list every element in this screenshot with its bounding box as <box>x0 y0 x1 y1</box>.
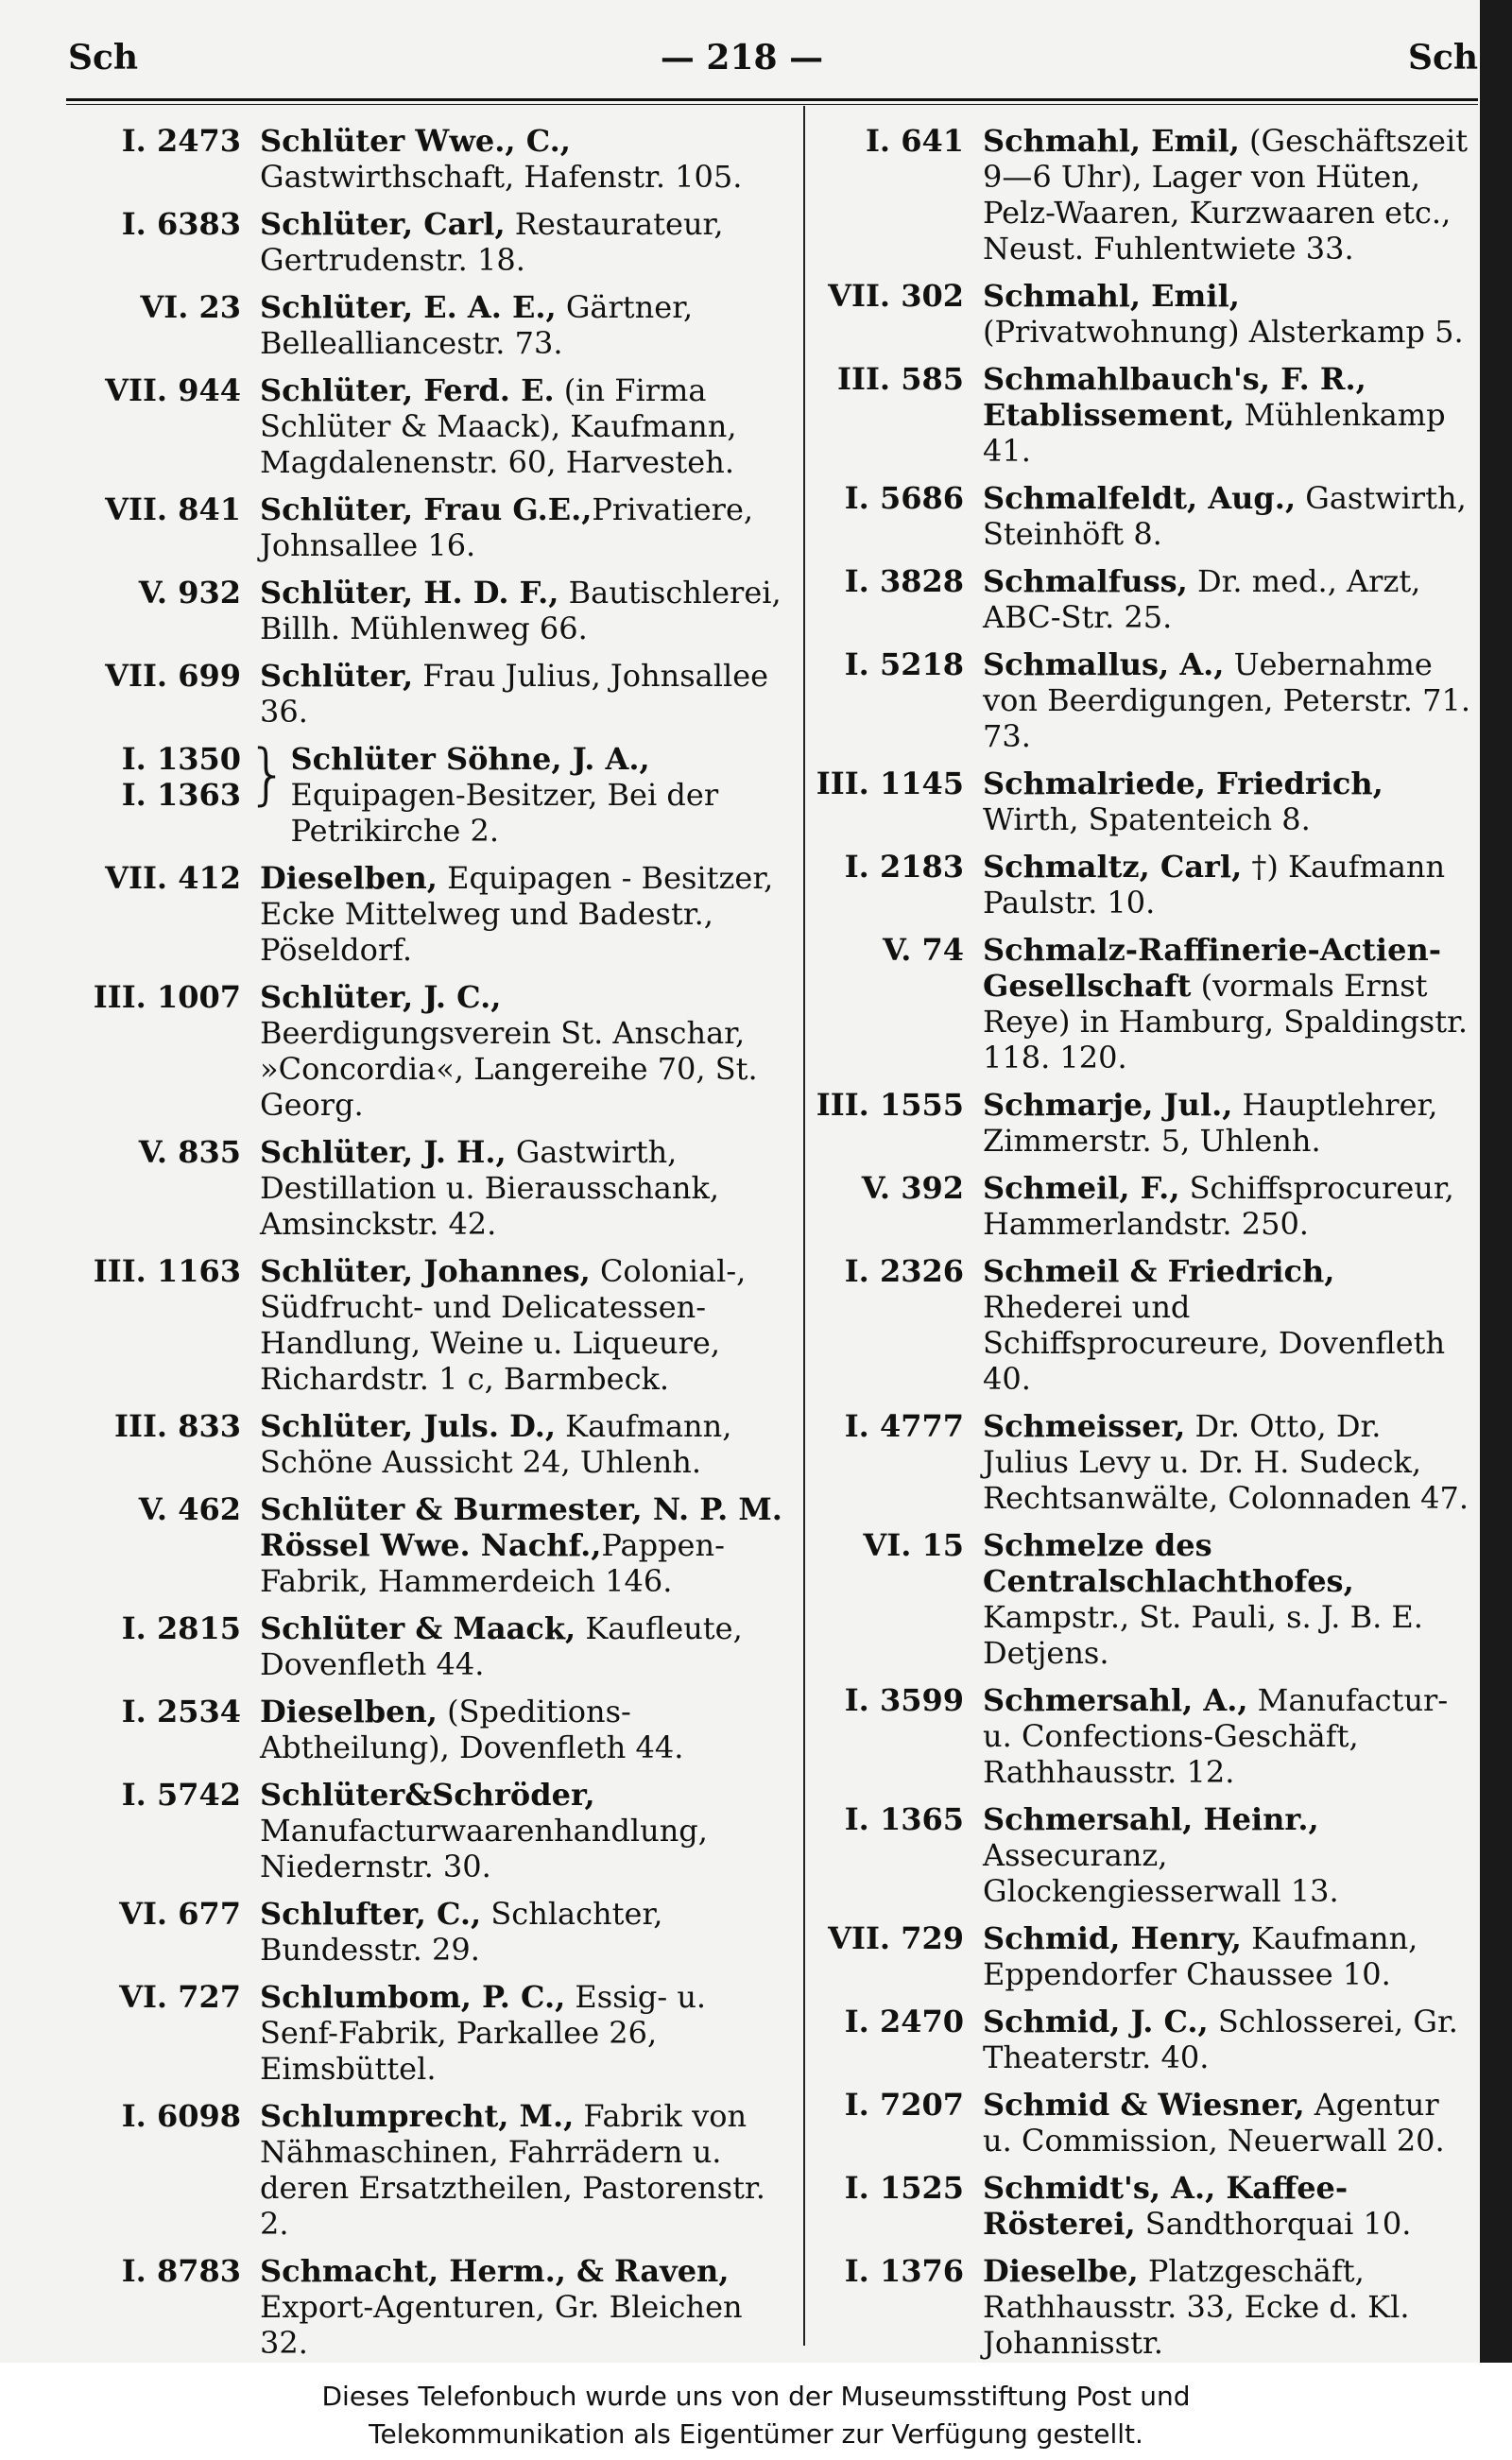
directory-entry <box>57 1694 794 1765</box>
entry-detail: Schlachter, Bundesstr. 29. <box>260 1896 663 1968</box>
entry-text <box>983 1170 1474 1242</box>
directory-entry <box>57 1979 794 2087</box>
footer-notice <box>0 2368 1512 2460</box>
directory-entry <box>794 2170 1474 2242</box>
phone-number: I. 5742 <box>121 1777 241 1813</box>
entry-detail: Fabrik von Nähmaschinen, Fahrrädern u. deren Ersatztheilen, Pastorenstr. 2. <box>260 2098 765 2242</box>
phone-number: V. 932 <box>138 575 241 611</box>
entry-text <box>260 2253 794 2361</box>
phone-number: III. 1555 <box>816 1087 964 1123</box>
entry-name: Schlüter, Juls. D., <box>260 1408 556 1444</box>
entry-name: Schmid, Henry, <box>983 1920 1242 1956</box>
header-rule-thin <box>66 104 1478 105</box>
phone-number: VII. 302 <box>828 278 964 314</box>
entry-name: Dieselbe, <box>983 2253 1139 2289</box>
entry-text <box>983 1920 1474 1992</box>
entry-text <box>260 372 794 480</box>
phone-number: I. 1376 <box>844 2253 964 2289</box>
directory-entry <box>794 1682 1474 1790</box>
entry-text <box>260 1896 794 1968</box>
entry-detail: Colonial-, Südfrucht- und Delicatessen-Handlung, Weine u. Liqueure, Richardstr. 1 c, Barmbeck. <box>260 1253 747 1397</box>
entry-detail: Gastwirthschaft, Hafenstr. 105. <box>260 159 743 195</box>
left-column <box>57 123 794 2363</box>
entry-text <box>983 563 1474 635</box>
phone-number: I. 2473 <box>121 123 241 159</box>
directory-entry <box>794 1408 1474 1516</box>
directory-entry <box>57 1777 794 1884</box>
entry-name: Schlüter & Maack, <box>260 1610 576 1646</box>
entry-detail: †) Kaufmann Paulstr. 10. <box>983 849 1446 920</box>
entry-detail: Manufactur- u. Confections-Geschäft, Rathhausstr. 12. <box>983 1682 1449 1790</box>
entry-text <box>983 278 1474 350</box>
phone-number: V. 462 <box>138 1491 241 1527</box>
entry-text <box>983 123 1474 267</box>
entry-detail: (Privatwohnung) Alsterkamp 5. <box>983 314 1464 350</box>
entry-name: Schmacht, Herm., & Raven, <box>260 2253 730 2289</box>
directory-entry <box>57 860 794 968</box>
phone-number: I. 3828 <box>844 563 964 599</box>
entry-detail: Gastwirth, Destillation u. Bierausschank, Amsinckstr. 42. <box>260 1134 720 1242</box>
brace: } <box>247 735 289 813</box>
directory-entry <box>57 1408 794 1480</box>
directory-entry <box>794 1920 1474 1992</box>
entry-detail: (vormals Ernst Reye) in Hamburg, Spaldingstr. 118. 120. <box>983 968 1469 1075</box>
phone-number: V. 74 <box>882 932 964 968</box>
entry-name: Schlüter, Frau G.E., <box>260 491 593 527</box>
directory-entry <box>57 979 794 1123</box>
directory-entry <box>57 2098 794 2242</box>
entry-text <box>983 1682 1474 1790</box>
entry-name: Schlumprecht, M., <box>260 2098 575 2134</box>
entry-name: Schlüter&Schröder, <box>260 1777 595 1813</box>
phone-number: I. 4777 <box>844 1408 964 1444</box>
phone-number: VI. 727 <box>119 1979 241 2015</box>
directory-entry <box>794 278 1474 350</box>
entry-name: Dieselben, <box>260 1694 438 1729</box>
entry-text <box>260 2098 794 2242</box>
entry-text <box>983 932 1474 1075</box>
phone-number: I. 5218 <box>844 646 964 682</box>
entry-detail: Agentur u. Commission, Neuerwall 20. <box>983 2087 1445 2159</box>
directory-entry <box>57 1134 794 1242</box>
entry-text <box>983 361 1474 469</box>
entry-detail: Rhederei und Schiffsprocureure, Dovenfleth 40. <box>983 1289 1446 1397</box>
phone-number: III. 1163 <box>93 1253 241 1289</box>
entry-text <box>983 480 1474 552</box>
entry-name: Schmahl, Emil, <box>983 123 1240 159</box>
phone-number: I. 2183 <box>844 849 964 885</box>
directory-entry <box>794 1801 1474 1909</box>
entry-text <box>983 1408 1474 1516</box>
entry-name: Schmid, J. C., <box>983 2004 1209 2039</box>
entry-name: Schmalfeldt, Aug., <box>983 480 1297 516</box>
phone-number: VII. 699 <box>105 658 241 694</box>
entry-name: Schmeisser, <box>983 1408 1186 1444</box>
directory-entry <box>794 2087 1474 2159</box>
entry-detail: Beerdigungsverein St. Anschar, »Concordia«, Langereihe 70, St. Georg. <box>260 1015 758 1123</box>
entry-name: Schmersahl, A., <box>983 1682 1248 1718</box>
entry-name: Schmersahl, Heinr., <box>983 1801 1319 1837</box>
directory-entry <box>57 2253 794 2361</box>
entry-text <box>260 1610 794 1682</box>
entry-name: Dieselben, <box>260 860 438 896</box>
entry-name: Schlüter, Carl, <box>260 206 506 242</box>
entry-name: Schlüter, J. H., <box>260 1134 507 1170</box>
directory-entry <box>57 658 794 730</box>
entry-name: Schlüter Wwe., C., <box>260 123 571 159</box>
entry-detail: Dr. med., Arzt, ABC-Str. 25. <box>983 563 1421 635</box>
entry-name: Schlüter, Johannes, <box>260 1253 591 1289</box>
entry-name: Schmallus, A., <box>983 646 1225 682</box>
directory-entry <box>57 372 794 480</box>
phone-number: III. 1145 <box>816 766 964 801</box>
entry-detail: Bautischlerei, Billh. Mühlenweg 66. <box>260 575 782 646</box>
entry-text <box>983 1527 1474 1671</box>
entry-detail: Gastwirth, Steinhöft 8. <box>983 480 1467 552</box>
entry-detail: Kaufmann, Eppendorfer Chaussee 10. <box>983 1920 1418 1992</box>
entry-detail: Dr. Otto, Dr. Julius Levy u. Dr. H. Sudeck, Rechtsanwälte, Colonnaden 47. <box>983 1408 1469 1516</box>
entry-detail: Hauptlehrer, Zimmerstr. 5, Uhlenh. <box>983 1087 1438 1159</box>
entry-name: Schlufter, C., <box>260 1896 482 1932</box>
entry-text <box>260 206 794 278</box>
entry-text <box>983 646 1474 754</box>
phone-number: III. 833 <box>114 1408 241 1444</box>
phone-number: I. 2815 <box>121 1610 241 1646</box>
entry-detail: Platzgeschäft, Rathhausstr. 33, Ecke d. Kl. Johannisstr. <box>983 2253 1410 2361</box>
phone-number: I. 1365 <box>844 1801 964 1837</box>
entry-text <box>983 2253 1474 2361</box>
entry-text <box>260 1408 794 1480</box>
entry-detail: Schlosserei, Gr. Theaterstr. 40. <box>983 2004 1458 2075</box>
entry-text <box>983 766 1474 837</box>
entry-name: Schlüter, E. A. E., <box>260 289 557 325</box>
entry-text <box>983 1087 1474 1159</box>
entry-text <box>291 741 794 849</box>
entry-name: Schmaltz, Carl, <box>983 849 1243 885</box>
entry-detail: Kampstr., St. Pauli, s. J. B. E. Detjens. <box>983 1599 1423 1671</box>
directory-entry <box>794 480 1474 552</box>
directory-entry <box>794 932 1474 1075</box>
entry-name: Schmidt's, A., Kaffee-Rösterei, <box>983 2170 1349 2242</box>
entry-detail: Manufacturwaarenhandlung, Niedernstr. 30. <box>260 1813 708 1884</box>
phone-number: I. 8783 <box>121 2253 241 2289</box>
entry-name: Schmarje, Jul., <box>983 1087 1233 1123</box>
entry-name: Schmid & Wiesner, <box>983 2087 1305 2123</box>
directory-entry <box>794 2004 1474 2075</box>
entry-detail: (Speditions-Abtheilung), Dovenfleth 44. <box>260 1694 684 1765</box>
phone-number: I. 6383 <box>121 206 241 242</box>
header-right: Sch <box>1408 38 1479 77</box>
entry-text <box>260 1777 794 1884</box>
phone-number: VII. 729 <box>828 1920 964 1956</box>
directory-entry <box>794 1527 1474 1671</box>
phone-number: I. 3599 <box>844 1682 964 1718</box>
entry-text <box>260 860 794 968</box>
directory-entry <box>57 289 794 361</box>
entry-text <box>260 1491 794 1599</box>
phone-number: I. 7207 <box>844 2087 964 2123</box>
phone-number: III. 585 <box>837 361 964 397</box>
directory-entry <box>57 735 794 849</box>
directory-entry <box>794 123 1474 267</box>
directory-entry <box>794 849 1474 920</box>
entry-detail: Uebernahme von Beerdigungen, Peterstr. 71. 73. <box>983 646 1471 754</box>
entry-name: Schmalfuss, <box>983 563 1188 599</box>
phone-number: V. 835 <box>138 1134 241 1170</box>
entry-name: Schmalriede, Friedrich, <box>983 766 1383 801</box>
entry-detail: Privatiere, Johnsallee 16. <box>260 491 754 563</box>
footer-line-1: Dieses Telefonbuch wurde uns von der Museumsstiftung Post und <box>321 2381 1191 2412</box>
phone-number: VI. 23 <box>140 289 241 325</box>
entry-name: Schmahl, Emil, <box>983 278 1240 314</box>
header-left: Sch <box>68 38 139 77</box>
entry-name: Schlüter, J. C., <box>260 979 502 1015</box>
entry-text <box>260 289 794 361</box>
entry-text <box>983 849 1474 920</box>
entry-text <box>260 575 794 646</box>
entry-detail: Equipagen - Besitzer, Ecke Mittelweg und Badestr., Pöseldorf. <box>260 860 774 968</box>
directory-entry <box>794 2253 1474 2361</box>
directory-entry <box>57 491 794 563</box>
phone-number: I. 2534 <box>121 1694 241 1729</box>
entry-detail: Sandthorquai 10. <box>1135 2206 1412 2242</box>
entry-name: Schlumbom, P. C., <box>260 1979 566 2015</box>
entry-text <box>260 658 794 730</box>
phone-number: VI. 15 <box>863 1527 964 1563</box>
entry-text <box>983 2004 1474 2075</box>
phone-number: VI. 677 <box>119 1896 241 1932</box>
directory-entry <box>794 361 1474 469</box>
entry-detail: Wirth, Spatenteich 8. <box>983 801 1311 837</box>
entry-text <box>260 123 794 195</box>
entry-name: Schlüter, Ferd. E. <box>260 372 555 408</box>
entry-text <box>983 1801 1474 1909</box>
phone-number: I. 1350 I. 1363 <box>121 741 241 813</box>
page-edge-shadow <box>1480 0 1512 2363</box>
phone-number: I. 641 <box>865 123 964 159</box>
entry-text <box>260 1694 794 1765</box>
directory-entry <box>794 1087 1474 1159</box>
directory-entry <box>794 563 1474 635</box>
directory-entry <box>57 575 794 646</box>
directory-entry <box>794 646 1474 754</box>
entry-detail: Essig- u. Senf-Fabrik, Parkallee 26, Eimsbüttel. <box>260 1979 707 2087</box>
entry-name: Schlüter, <box>260 658 414 694</box>
entry-detail: Export-Agenturen, Gr. Bleichen 32. <box>260 2289 743 2361</box>
directory-entry <box>57 1896 794 1968</box>
entry-detail: Schiffsprocureur, Hammerlandstr. 250. <box>983 1170 1454 1242</box>
footer-line-2: Telekommunikation als Eigentümer zur Verfügung gestellt. <box>369 2418 1143 2450</box>
entry-name: Schlüter & Burmester, N. P. M. Rössel Wwe. Nachf., <box>260 1491 782 1563</box>
entry-detail: Assecuranz, Glockengiesserwall 13. <box>983 1837 1339 1909</box>
entry-text <box>260 491 794 563</box>
phone-number: VII. 412 <box>105 860 241 896</box>
entry-detail: Gärtner, Bellealliancestr. 73. <box>260 289 694 361</box>
entry-detail: (Geschäftszeit 9—6 Uhr), Lager von Hüten, Pelz-Waaren, Kurzwaaren etc., Neust. Fuhlentwiete 33. <box>983 123 1469 267</box>
phone-number: I. 2470 <box>844 2004 964 2039</box>
entry-name: Schlüter, H. D. F., <box>260 575 559 611</box>
directory-entry <box>794 766 1474 837</box>
entry-detail: Frau Julius, Johnsallee 36. <box>260 658 769 730</box>
entry-name: Schmelze des Centralschlachthofes, <box>983 1527 1354 1599</box>
entry-detail: Mühlenkamp 41. <box>983 397 1446 469</box>
header-rule <box>66 98 1478 101</box>
page-number: — 218 — <box>660 38 824 77</box>
entry-text <box>260 979 794 1123</box>
entry-name: Schmahlbauch's, F. R., Etablissement, <box>983 361 1366 433</box>
entry-text <box>983 2170 1474 2242</box>
entry-text <box>983 1253 1474 1397</box>
directory-entry <box>57 206 794 278</box>
phone-number: VII. 841 <box>105 491 241 527</box>
phone-number: I. 1525 <box>844 2170 964 2206</box>
phone-number: VII. 944 <box>105 372 241 408</box>
entry-detail: Equipagen-Besitzer, Bei der Petrikirche 2. <box>290 777 719 849</box>
right-column <box>794 123 1474 2363</box>
directory-entry <box>794 1170 1474 1242</box>
phone-number: III. 1007 <box>93 979 241 1015</box>
directory-entry <box>794 1253 1474 1397</box>
entry-text <box>260 1979 794 2087</box>
entry-name: Schmeil, F., <box>983 1170 1180 1206</box>
entry-name: Schmeil & Friedrich, <box>983 1253 1335 1289</box>
entry-detail: Restaurateur, Gertrudenstr. 18. <box>260 206 724 278</box>
entry-text <box>983 2087 1474 2159</box>
entry-detail: Kaufmann, Schöne Aussicht 24, Uhlenh. <box>260 1408 732 1480</box>
directory-entry <box>57 1491 794 1599</box>
directory-entry <box>57 1610 794 1682</box>
entry-detail: Pappen-Fabrik, Hammerdeich 146. <box>260 1527 725 1599</box>
entry-detail: Kaufleute, Dovenfleth 44. <box>260 1610 743 1682</box>
phone-number: I. 6098 <box>121 2098 241 2134</box>
entry-name: Schmalz-Raffinerie-Actien-Gesellschaft <box>983 932 1441 1004</box>
entry-detail: (in Firma Schlüter & Maack), Kaufmann, Magdalenenstr. 60, Harvesteh. <box>260 372 737 480</box>
directory-entry <box>57 1253 794 1397</box>
entry-name: Schlüter Söhne, J. A., <box>290 741 650 777</box>
directory-entry <box>57 123 794 195</box>
entry-text <box>260 1134 794 1242</box>
entry-text <box>260 1253 794 1397</box>
phone-number: I. 2326 <box>844 1253 964 1289</box>
phone-number: I. 5686 <box>844 480 964 516</box>
phone-number: V. 392 <box>861 1170 964 1206</box>
